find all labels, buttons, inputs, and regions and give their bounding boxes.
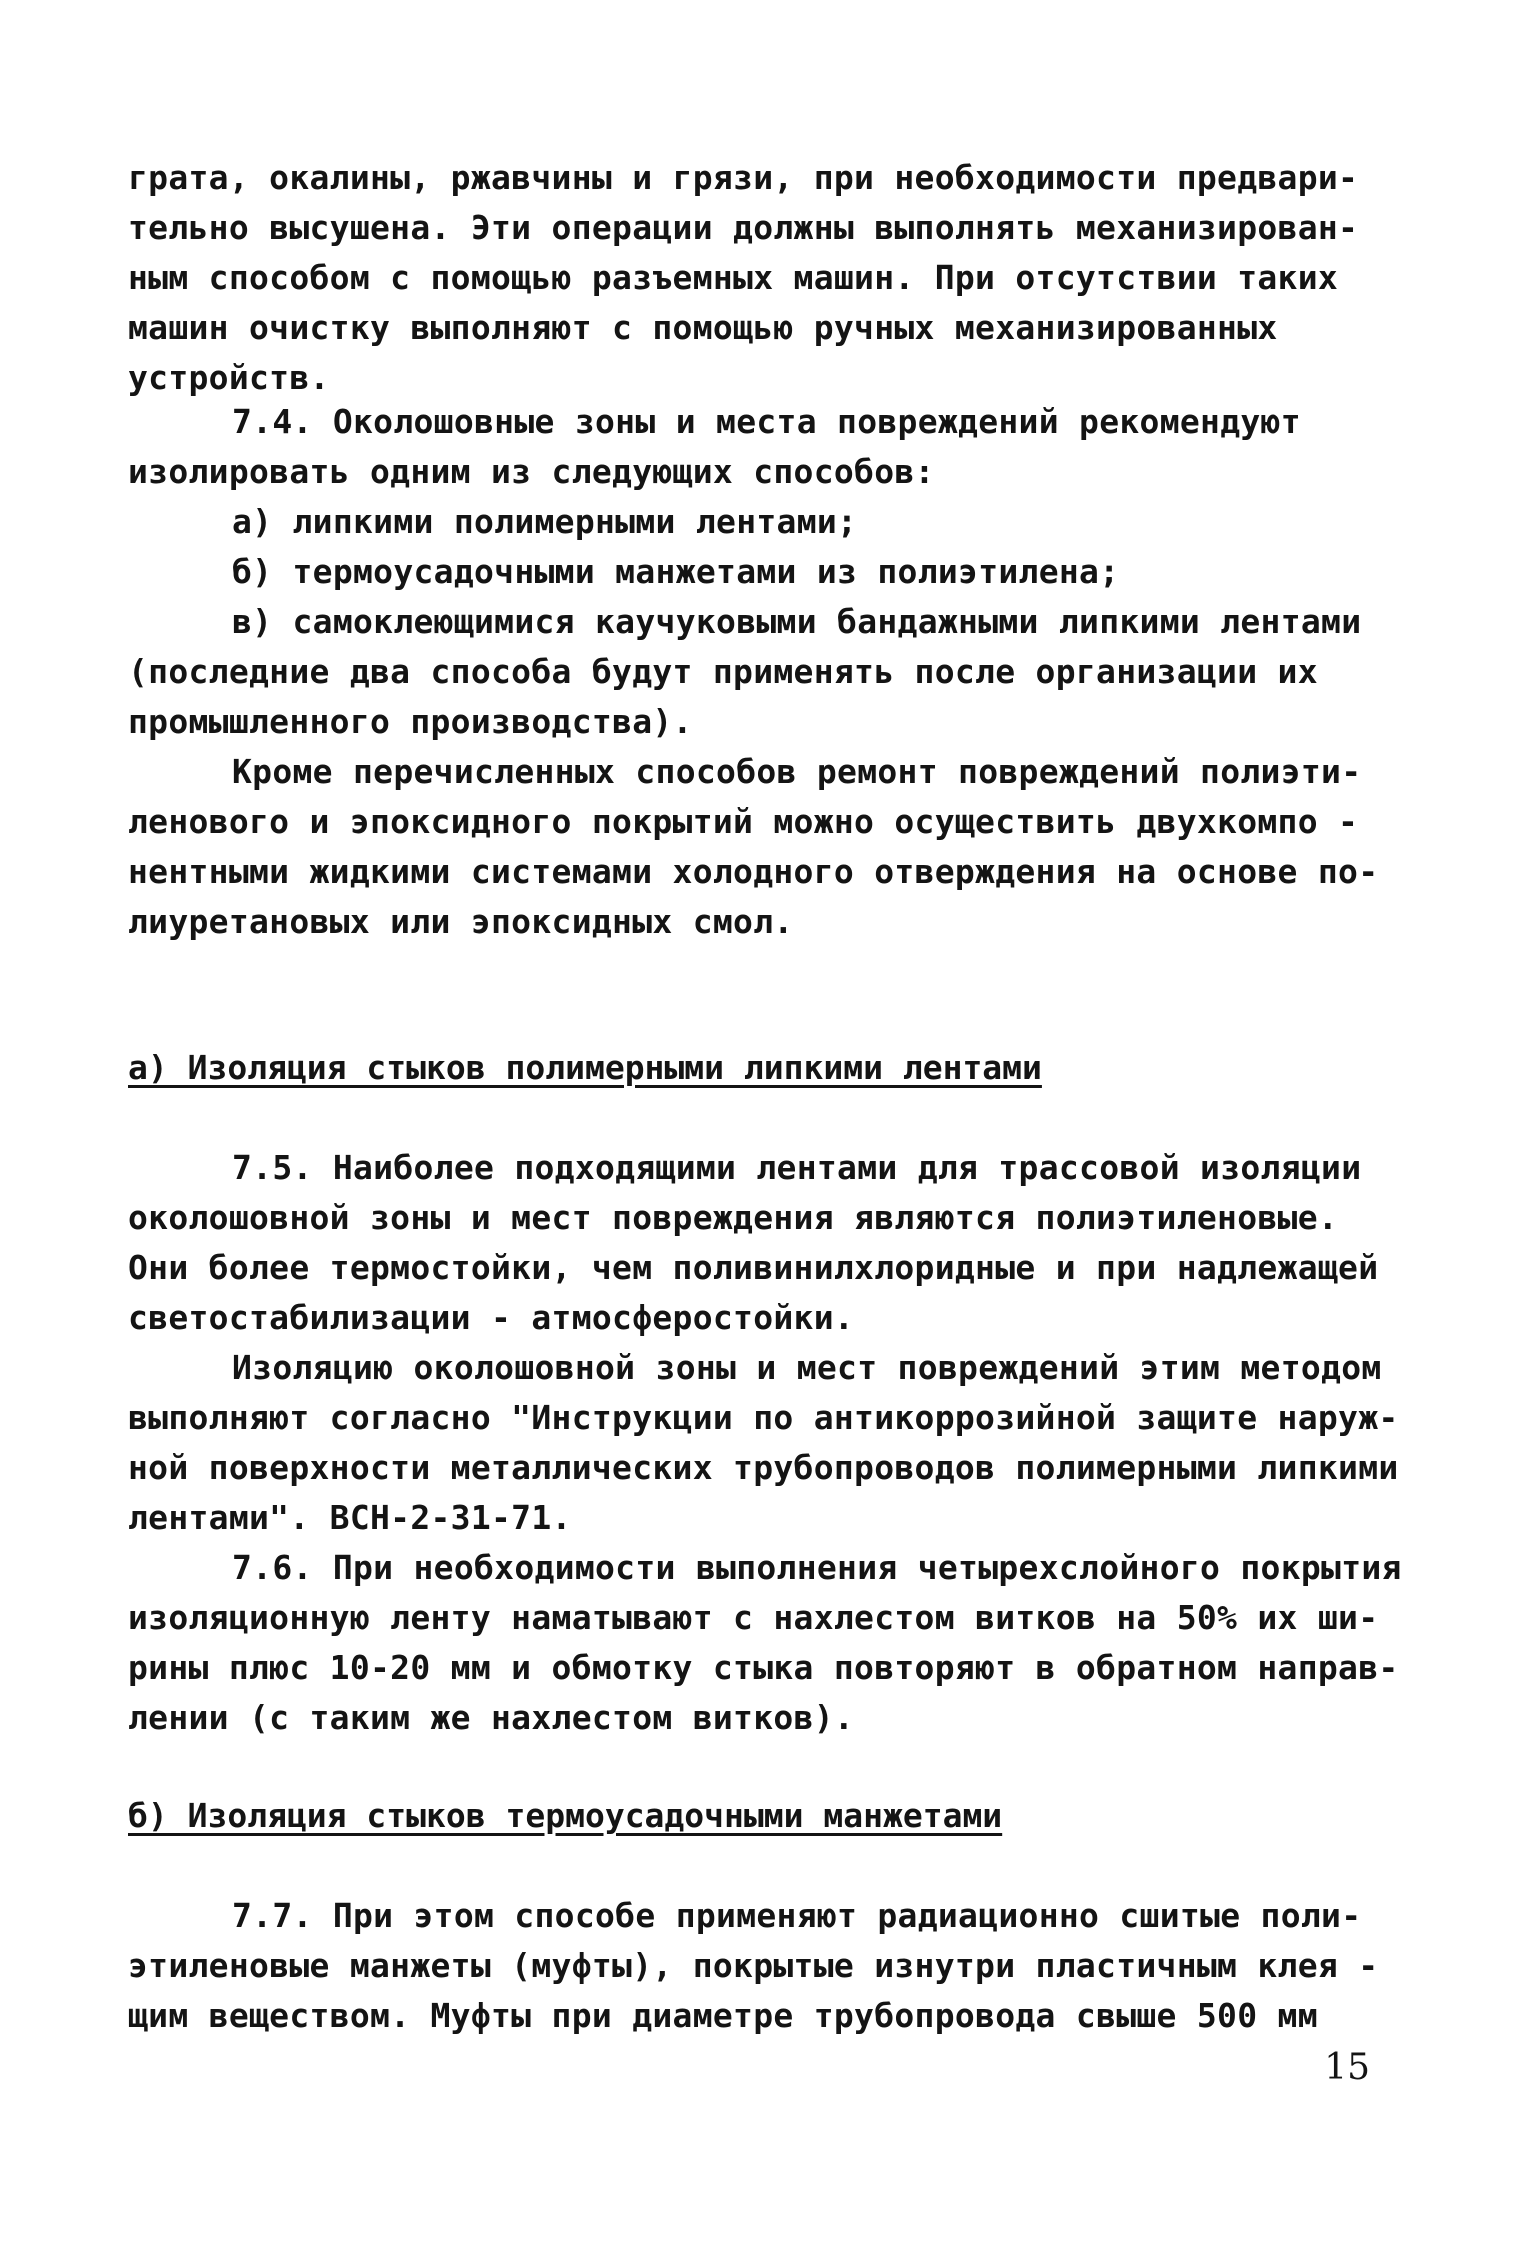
instruction-paragraph-line: лентами". ВСН-2-31-71. (128, 1498, 572, 1537)
paragraph-7-6-line: изоляционную ленту наматывают с нахлестом витков на 50% их ши- (128, 1598, 1379, 1637)
paragraph-7-5-line: 7.5. Наиболее подходящими лентами для трассовой изоляции (232, 1148, 1362, 1187)
paragraph-7-5-line: светостабилизации - атмосферостойки. (128, 1298, 855, 1337)
paragraph-7-7-line: 7.7. При этом способе применяют радиационно сшитые поли- (232, 1896, 1362, 1935)
text-line: грата, окалины, ржавчины и грязи, при необходимости предвари- (128, 158, 1359, 197)
section-a-heading: а) Изоляция стыков полимерными липкими лентами (128, 1048, 1042, 1087)
paragraph-7-4-line: 7.4. Околошовные зоны и места повреждений рекомендуют (232, 402, 1301, 441)
paragraph-7-5-line: Они более термостойки, чем поливинилхлоридные и при надлежащей (128, 1248, 1379, 1287)
section-b-heading: б) Изоляция стыков термоусадочными манжетами (128, 1796, 1003, 1835)
paragraph-7-6-line: лении (с таким же нахлестом витков). (128, 1698, 855, 1737)
paragraph-7-7-line: щим веществом. Муфты при диаметре трубопровода свыше 500 мм (128, 1996, 1318, 2035)
list-item-b: б) термоусадочными манжетами из полиэтилена; (232, 552, 1120, 591)
text-line: ным способом с помощью разъемных машин. При отсутствии таких (128, 258, 1339, 297)
text-line: машин очистку выполняют с помощью ручных механизированных (128, 308, 1278, 347)
repair-paragraph-line: лиуретановых или эпоксидных смол. (128, 902, 794, 941)
repair-paragraph-line: нентными жидкими системами холодного отверждения на основе по- (128, 852, 1379, 891)
paragraph-7-7-line: этиленовые манжеты (муфты), покрытые изнутри пластичным клея - (128, 1946, 1379, 1985)
repair-paragraph-line: Кроме перечисленных способов ремонт повреждений полиэти- (232, 752, 1362, 791)
paragraph-7-6-line: рины плюс 10-20 мм и обмотку стыка повторяют в обратном направ- (128, 1648, 1399, 1687)
text-line: устройств. (128, 358, 330, 397)
repair-paragraph-line: ленового и эпоксидного покрытий можно осуществить двухкомпо - (128, 802, 1359, 841)
list-item-c-cont: (последние два способа будут применять после организации их (128, 652, 1318, 691)
paragraph-7-5-line: околошовной зоны и мест повреждения являются полиэтиленовые. (128, 1198, 1339, 1237)
page-number: 15 (1324, 2047, 1370, 2088)
list-item-a: а) липкими полимерными лентами; (232, 502, 858, 541)
text-line: тельно высушена. Эти операции должны выполнять механизирован- (128, 208, 1359, 247)
paragraph-7-6-line: 7.6. При необходимости выполнения четырехслойного покрытия (232, 1548, 1402, 1587)
list-item-c-cont: промышленного производства). (128, 702, 693, 741)
paragraph-7-4-line: изолировать одним из следующих способов: (128, 452, 935, 491)
instruction-paragraph-line: Изоляцию околошовной зоны и мест повреждений этим методом (232, 1348, 1382, 1387)
instruction-paragraph-line: выполняют согласно "Инструкции по антикоррозийной защите наруж- (128, 1398, 1399, 1437)
list-item-c: в) самоклеющимися каучуковыми бандажными липкими лентами (232, 602, 1362, 641)
instruction-paragraph-line: ной поверхности металлических трубопроводов полимерными липкими (128, 1448, 1399, 1487)
